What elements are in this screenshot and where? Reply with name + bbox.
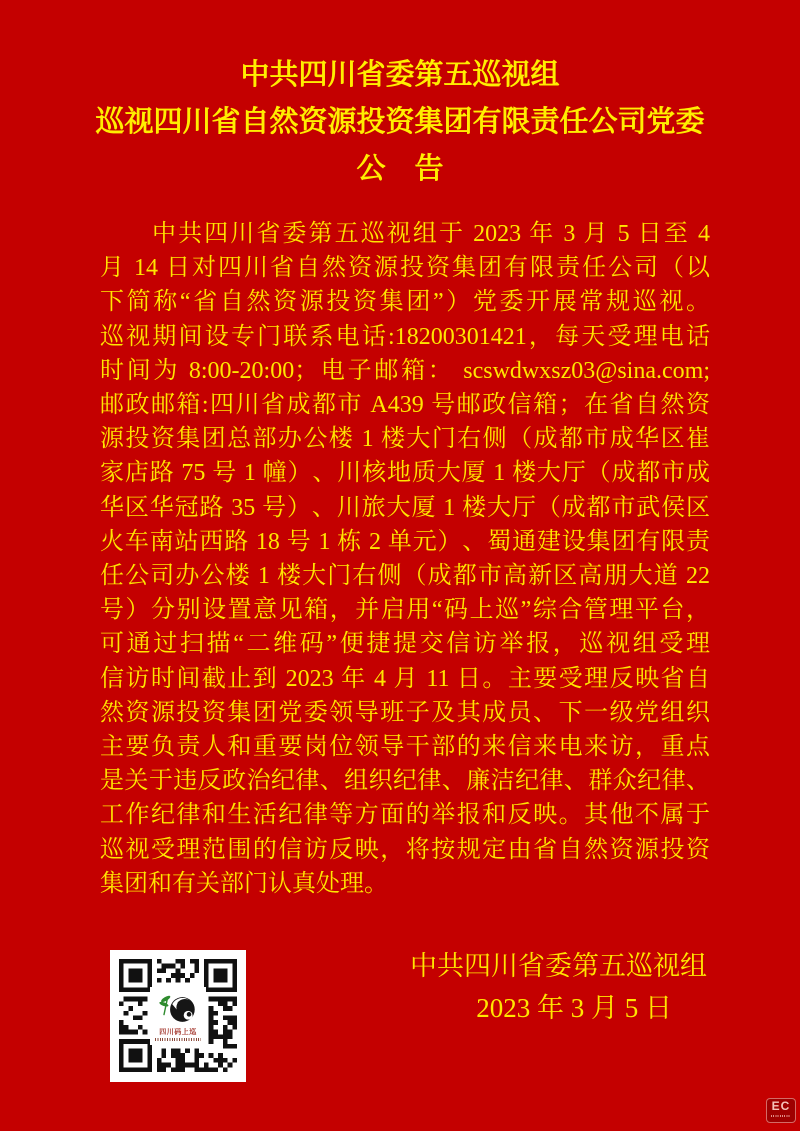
qr-microtext (155, 1038, 201, 1041)
qr-label: 四川码上巡 (159, 1029, 197, 1036)
ec-watermark-text: EC (771, 1099, 791, 1113)
body-line: 主要负责人和重要岗位领导干部的来信来电来访，重点 (100, 734, 710, 761)
body-line: 巡视受理范围的信访反映，将按规定由省自然资源投资 (100, 836, 710, 863)
body-line: 中共四川省委第五巡视组于 2023 年 3 月 5 日至 4 (152, 221, 710, 247)
body-line: 号）分别设置意见箱，并启用“码上巡”综合管理平台， (100, 597, 710, 624)
body-line: 时间为 8:00-20:00；电子邮箱： scswdwxsz03@sina.com; (100, 357, 710, 384)
notice-title (0, 0, 800, 193)
body-line: 集团和有关部门认真处理。 (100, 870, 388, 897)
title-line-announcement: 公 告 (356, 153, 444, 185)
title-line-org: 中共四川省委第五巡视组 (240, 59, 560, 91)
signature-org: 中共四川省委第五巡视组 (410, 951, 707, 982)
panda-logo-icon (156, 991, 200, 1028)
qr-code (110, 950, 246, 1082)
notice-body (100, 217, 710, 901)
body-line: 然资源投资集团党委领导班子及其成员、下一级党组织 (100, 699, 710, 726)
qr-center-logo (150, 987, 206, 1045)
body-line: 家店路 75 号 1 幢）、川核地质大厦 1 楼大厅（成都市成 (100, 460, 710, 487)
title-line-subject: 巡视四川省自然资源投资集团有限责任公司党委 (95, 106, 705, 138)
ec-watermark-subtext (771, 1115, 791, 1117)
body-line: 任公司办公楼 1 楼大门右侧（成都市高新区高朋大道 22 (100, 563, 710, 590)
body-line: 信访时间截止到 2023 年 4 月 11 日。主要受理反映省自 (100, 665, 710, 692)
body-line: 是关于违反政治纪律、组织纪律、廉洁纪律、群众纪律、 (100, 768, 710, 795)
body-line: 火车南站西路 18 号 1 栋 2 单元）、蜀通建设集团有限责 (100, 528, 710, 555)
ec-watermark (766, 1098, 796, 1123)
body-line: 可通过扫描“二维码”便捷提交信访举报，巡视组受理 (100, 631, 710, 658)
body-line: 源投资集团总部办公楼 1 楼大门右侧（成都市成华区崔 (100, 426, 710, 453)
body-line: 月 14 日对四川省自然资源投资集团有限责任公司（以 (100, 255, 710, 282)
body-line: 下简称“省自然资源投资集团”）党委开展常规巡视。 (100, 289, 710, 316)
signature-date: 2023 年 3 月 5 日 (476, 993, 672, 1024)
body-line: 邮政邮箱:四川省成都市 A439 号邮政信箱；在省自然资 (100, 392, 710, 419)
body-line: 工作纪律和生活纪律等方面的举报和反映。其他不属于 (100, 802, 710, 829)
body-line: 华区华冠路 35 号）、川旅大厦 1 楼大厅（成都市武侯区 (100, 494, 710, 521)
body-line: 巡视期间设专门联系电话:18200301421，每天受理电话 (100, 323, 710, 350)
